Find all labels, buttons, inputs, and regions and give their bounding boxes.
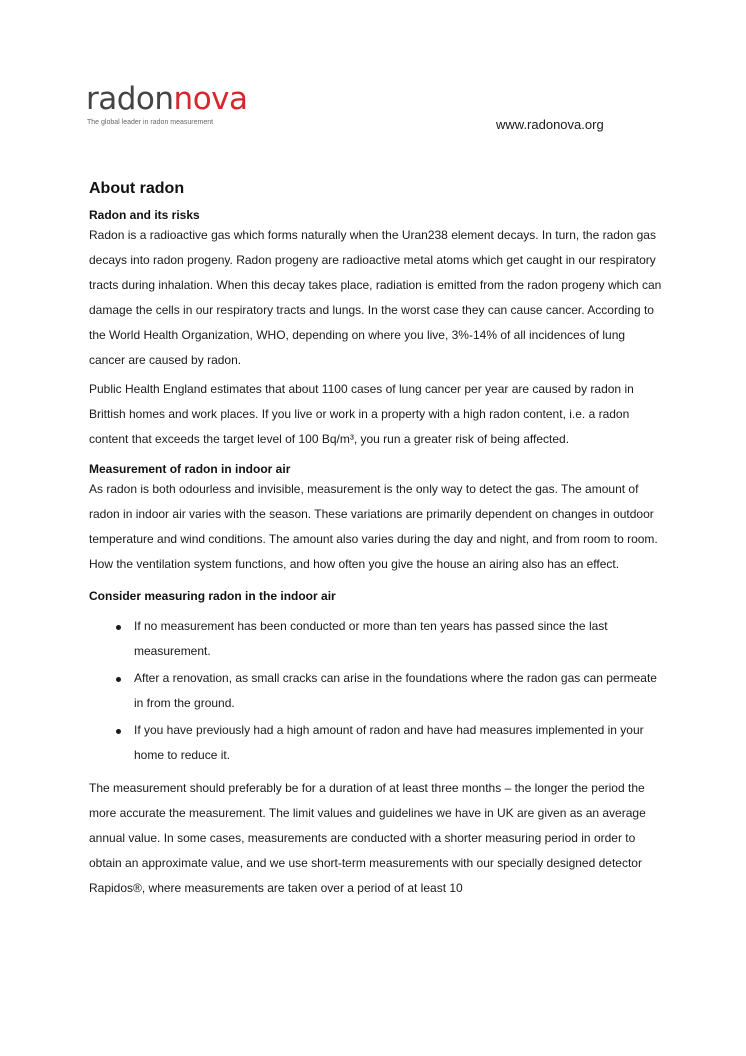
- list-item-text: If you have previously had a high amount of radon and have had measures implemented in your home to reduce it.: [134, 723, 644, 762]
- bullet-icon: [116, 625, 121, 630]
- paragraph-duration: The measurement should preferably be for a duration of at least three months – the longer the period the more accurate the measurement. The limit values and guidelines we have in UK are given as an average annual value. In some cases, measurements are conducted with a shorter measuring period in order to obtain an approximate value, and we use short-term measurements with our specially designed detector Rapidos®, where measurements are taken over a period of at least 10: [89, 781, 646, 895]
- bullet-icon: [116, 677, 121, 682]
- section-heading-consider: Consider measuring radon in the indoor air: [89, 589, 336, 603]
- list-item: [89, 666, 664, 716]
- website-url: www.radonova.org: [496, 117, 604, 132]
- logo-nova-text: nova: [173, 81, 248, 117]
- logo-radon-text: radon: [86, 81, 174, 117]
- paragraph-measurement: As radon is both odourless and invisible, measurement is the only way to detect the gas. The amount of radon in indoor air varies with the season. These variations are primarily dependent on changes in outdoor temperature and wind conditions. The amount also varies during the day and night, and from room to room. How the ventilation system functions, and how often you give the house an airing also has an effect.: [89, 482, 658, 571]
- section-heading-risks: Radon and its risks: [89, 208, 200, 222]
- logo-wordmark: [86, 81, 248, 117]
- bullet-list: [89, 614, 664, 768]
- list-item: [89, 718, 664, 768]
- paragraph-public-health: Public Health England estimates that about 1100 cases of lung cancer per year are caused by radon in Brittish homes and work places. If you live or work in a property with a high radon content, i.e. a radon content that exceeds the target level of 100 Bq/m³, you run a greater risk of being affected.: [89, 382, 634, 446]
- list-item-text: After a renovation, as small cracks can arise in the foundations where the radon gas can permeate in from the ground.: [134, 671, 657, 710]
- bullet-icon: [116, 729, 121, 734]
- list-item: [89, 614, 664, 664]
- paragraph-radon-risks: Radon is a radioactive gas which forms naturally when the Uran238 element decays. In turn, the radon gas decays into radon progeny. Radon progeny are radioactive metal atoms which get caught in our respiratory tracts during inhalation. When this decay takes place, radiation is emitted from the radon progeny which can damage the cells in our respiratory tracts and lungs. In the worst case they can cause cancer. According to the World Health Organization, WHO, depending on where you live, 3%-14% of all incidences of lung cancer are caused by radon.: [89, 228, 662, 367]
- list-item-text: If no measurement has been conducted or more than ten years has passed since the last measurement.: [134, 619, 608, 658]
- page-title: About radon: [89, 180, 185, 197]
- radonova-logo: [86, 81, 286, 134]
- section-heading-measurement: Measurement of radon in indoor air: [89, 462, 291, 476]
- document-body: [89, 178, 664, 901]
- logo-tagline: The global leader in radon measurement: [87, 119, 214, 126]
